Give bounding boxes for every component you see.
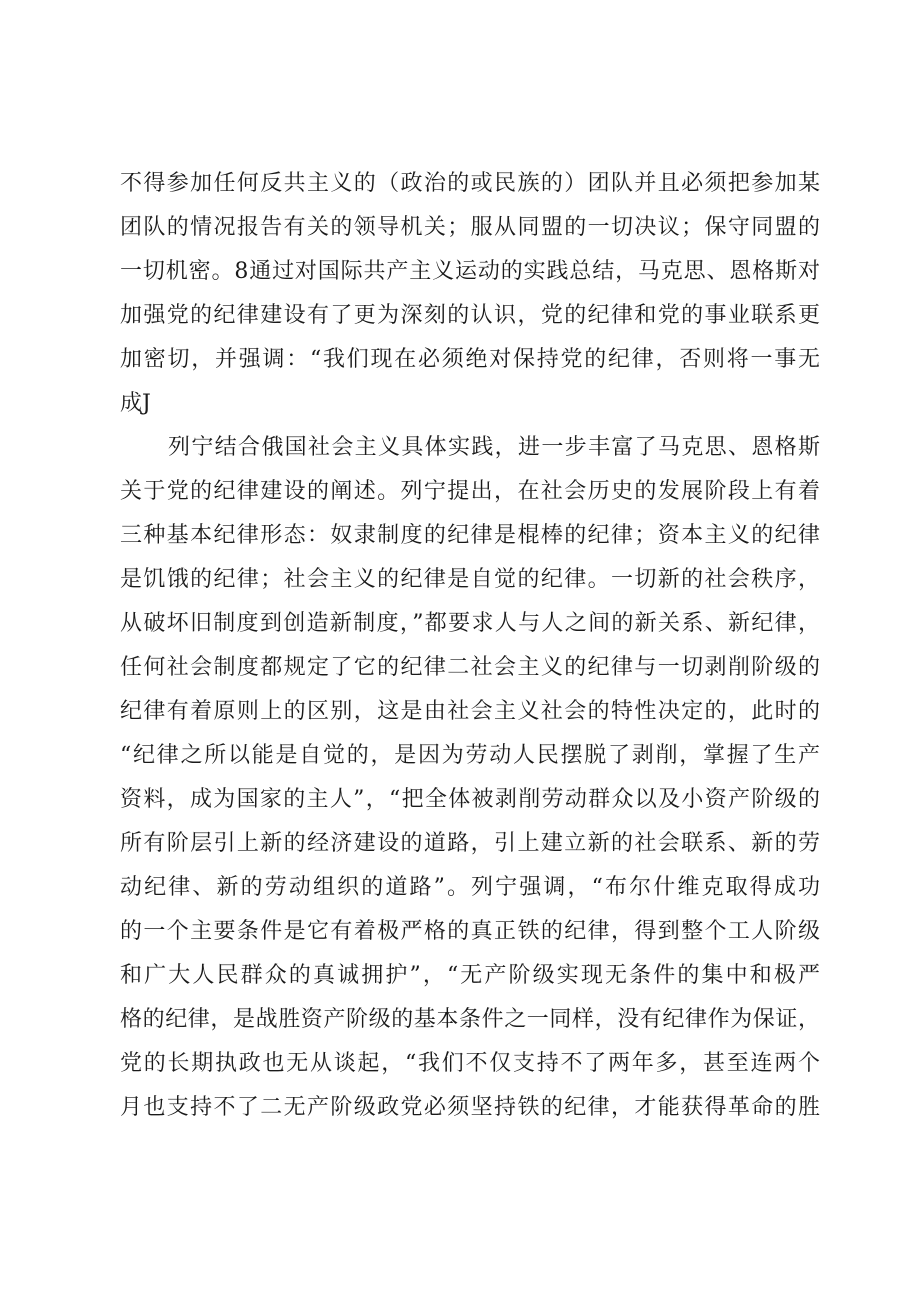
text-line: 团队的情况报告有关的领导机关；服从同盟的一切决议；保守同盟的 (120, 215, 820, 240)
text-line: 的一个主要条件是它有着极严格的真正铁的纪律，得到整个工人阶级 (120, 919, 820, 944)
text-line: 加密切，并强调：“我们现在必须绝对保持党的纪律，否则将一事无 (120, 347, 820, 372)
text-line: 成J (120, 391, 151, 416)
text-line: 一切机密。8通过对国际共产主义运动的实践总结，马克思、恩格斯对 (120, 259, 820, 284)
text-line: 党的长期执政也无从谈起，“我们不仅支持不了两年多，甚至连两个 (120, 1051, 820, 1076)
text-line: 列宁结合俄国社会主义具体实践，进一步丰富了马克思、恩格斯 (168, 435, 820, 460)
text-line: 是饥饿的纪律；社会主义的纪律是自觉的纪律。一切新的社会秩序， (120, 567, 820, 592)
text-line: 所有阶层引上新的经济建设的道路，引上建立新的社会联系、新的劳 (120, 831, 820, 856)
text-line: 从破坏旧制度到创造新制度，”都要求人与人之间的新关系、新纪律， (120, 611, 820, 636)
text-line: 格的纪律，是战胜资产阶级的基本条件之一同样，没有纪律作为保证， (120, 1007, 820, 1032)
text-line: 月也支持不了二无产阶级政党必须坚持铁的纪律，才能获得革命的胜 (120, 1095, 820, 1120)
text-line: 纪律有着原则上的区别，这是由社会主义社会的特性决定的，此时的 (120, 699, 820, 724)
text-line: “纪律之所以能是自觉的，是因为劳动人民摆脱了剥削，掌握了生产 (120, 743, 820, 768)
text-line: 和广大人民群众的真诚拥护”，“无产阶级实现无条件的集中和极严 (120, 963, 820, 988)
text-line: 不得参加任何反共主义的（政治的或民族的）团队并且必须把参加某 (120, 171, 820, 196)
text-line: 关于党的纪律建设的阐述。列宁提出，在社会历史的发展阶段上有着 (120, 479, 820, 504)
text-line: 任何社会制度都规定了它的纪律二社会主义的纪律与一切剥削阶级的 (120, 655, 820, 680)
text-line: 三种基本纪律形态：奴隶制度的纪律是棍棒的纪律；资本主义的纪律 (120, 523, 820, 548)
text-line: 加强党的纪律建设有了更为深刻的认识，党的纪律和党的事业联系更 (120, 303, 820, 328)
text-line: 资料，成为国家的主人”，“把全体被剥削劳动群众以及小资产阶级的 (120, 787, 820, 812)
text-line: 动纪律、新的劳动组织的道路”。列宁强调，“布尔什维克取得成功 (120, 875, 820, 900)
